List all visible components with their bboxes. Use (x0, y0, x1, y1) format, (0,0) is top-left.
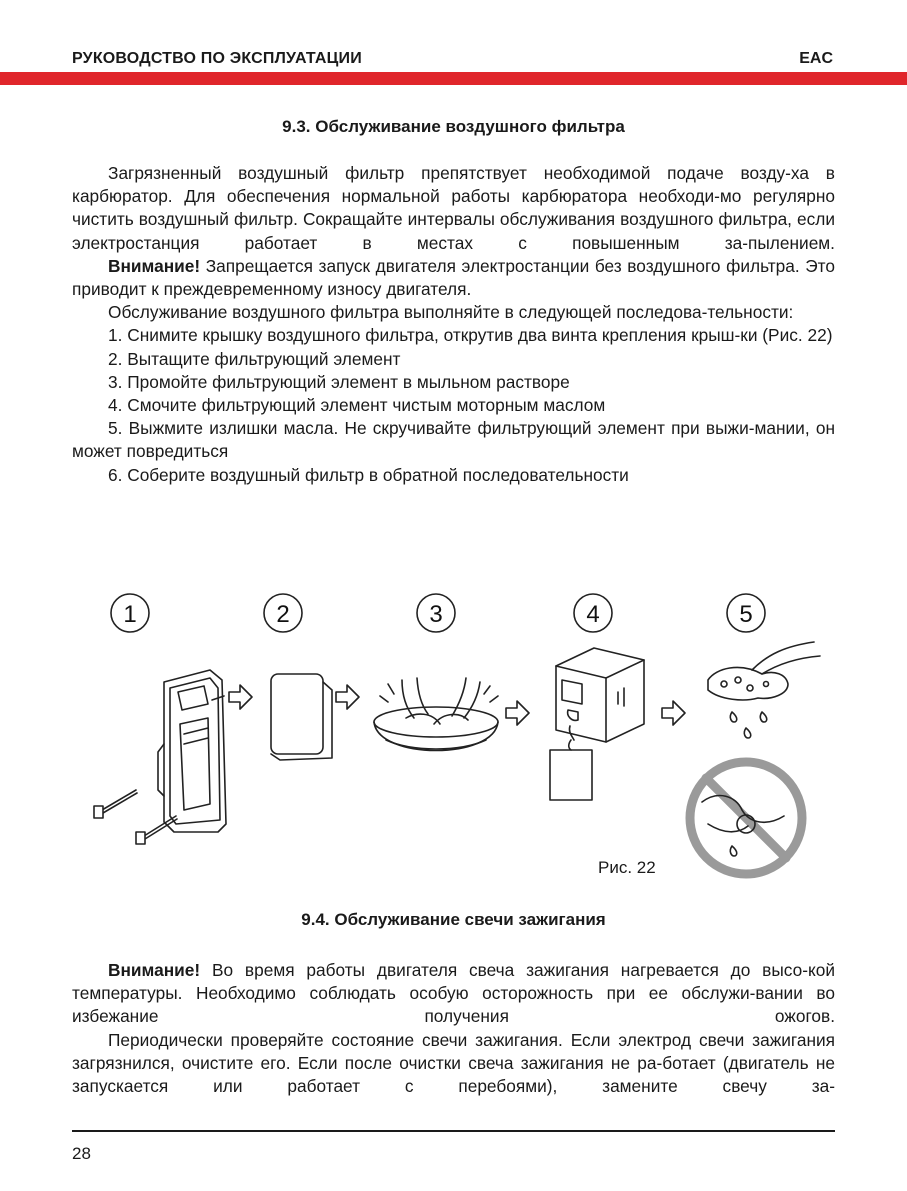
squeeze-hand-drawing (708, 642, 820, 738)
step-number-1: 1 (123, 601, 137, 628)
eac-mark: EAC (799, 50, 833, 67)
step-1: 1. Снимите крышку воздушного фильтра, открутив два винта крепления крыш-ки (Рис. 22) (108, 325, 833, 346)
section-9-4-heading: 9.4. Обслуживание свечи зажигания (301, 910, 606, 929)
prohibited-twisting-drawing (690, 762, 802, 874)
paragraph-intro: Обслуживание воздушного фильтра выполняйте в следующей последова-тельности: (108, 302, 794, 323)
spark-plug-warning (72, 959, 835, 1029)
step-circle-4 (574, 594, 612, 632)
step-3: 3. Промойте фильтрующий элемент в мыльном растворе (108, 371, 570, 392)
step-circle-1 (111, 594, 149, 632)
manual-title: РУКОВОДСТВО ПО ЭКСПЛУАТАЦИИ (72, 50, 362, 67)
filter-cover-drawing (158, 670, 226, 832)
paragraph-warning (72, 255, 835, 301)
section-9-3-body (72, 162, 835, 487)
step-circle-2 (264, 594, 302, 632)
washing-bowl-drawing (374, 678, 498, 751)
warning-text: Запрещается запуск двигателя электростанции без воздушного фильтра. Это приводит к преждевременному износу двигателя. (72, 255, 835, 300)
filter-element-drawing (271, 674, 332, 760)
figure-caption: Рис. 22 (598, 858, 656, 877)
step-5: 5. Выжмите излишки масла. Не скручивайте фильтрующий элемент при выжи-мании, он может повредиться (72, 418, 835, 462)
section-9-3-heading: 9.3. Обслуживание воздушного фильтра (282, 117, 625, 136)
header-red-bar (0, 72, 907, 85)
step-number-3: 3 (429, 601, 443, 628)
step-number-4: 4 (586, 601, 600, 628)
arrow-3 (506, 701, 529, 725)
warning-label-2: Внимание! (108, 960, 201, 980)
oiled-filter-drawing (550, 740, 592, 800)
step-2: 2. Вытащите фильтрующий элемент (108, 348, 401, 369)
paragraph-check-spark-plug: Периодически проверяйте состояние свечи зажигания. Если электрод свечи зажигания загрязнился, очистите его. Если после очистки свеча зажигания не ра-ботает (двигатель не запускается или работает с перебоями), замените свечу за- (72, 1029, 835, 1097)
page-header (0, 0, 907, 86)
step-circle-5 (727, 594, 765, 632)
figure-22-illustration (72, 584, 835, 884)
step-number-2: 2 (276, 601, 290, 628)
arrow-1 (229, 685, 252, 709)
arrow-2 (336, 685, 359, 709)
warning-label: Внимание! (108, 255, 201, 276)
step-number-5: 5 (739, 601, 753, 628)
paragraph-dirty-filter: Загрязненный воздушный фильтр препятствует необходимой подаче возду-ха в карбюратор. Для обеспечения нормальной работы карбюратора необходи-мо регулярно чистить воздушный фильтр. Сокращайте интервалы обслуживания воздушного фильтра, если электростанция работает в местах с повышенным за-пылением. (72, 163, 835, 253)
step-circle-3 (417, 594, 455, 632)
arrow-4 (662, 701, 685, 725)
footer-rule (72, 1130, 835, 1132)
warning-text-2: Во время работы двигателя свеча зажигания нагревается до высо-кой температуры. Необходимо соблюдать особую осторожность при ее обслужи-вании во избежание получения ожогов. (72, 960, 835, 1027)
step-6: 6. Соберите воздушный фильтр в обратной последовательности (108, 464, 629, 485)
step-4: 4. Смочите фильтрующий элемент чистым моторным маслом (108, 395, 606, 416)
page-number: 28 (72, 1144, 91, 1163)
section-9-4-body (72, 959, 835, 1098)
screw-1 (94, 790, 137, 818)
oil-can-drawing (556, 648, 644, 742)
